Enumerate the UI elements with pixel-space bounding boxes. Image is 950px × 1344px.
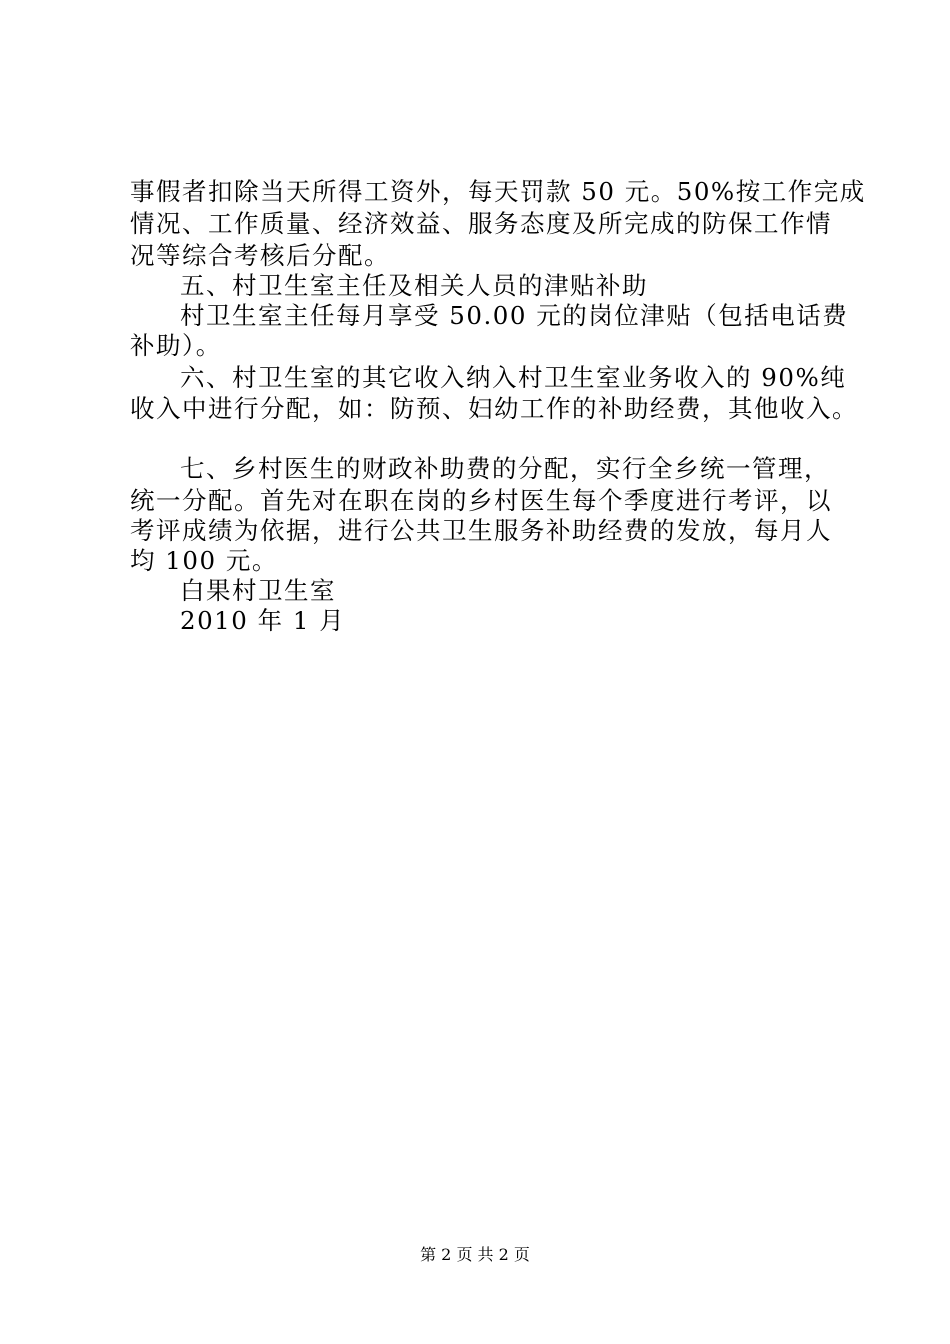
body-line: 统一分配。首先对在职在岗的乡村医生每个季度进行考评，以 (130, 486, 832, 515)
body-line: 收入中进行分配，如：防预、妇幼工作的补助经费，其他收入。 (130, 394, 858, 423)
body-line: 情况、工作质量、经济效益、服务态度及所完成的防保工作情 (130, 209, 832, 238)
signature-date: 2010 年 1 月 (180, 606, 346, 635)
section-heading-5: 五、村卫生室主任及相关人员的津贴补助 (180, 271, 648, 300)
body-line: 事假者扣除当天所得工资外，每天罚款 50 元。50%按工作完成 (130, 177, 866, 206)
body-line: 况等综合考核后分配。 (130, 241, 390, 270)
body-line: 村卫生室主任每月享受 50.00 元的岗位津贴（包括电话费 (180, 301, 849, 330)
body-line: 考评成绩为依据，进行公共卫生服务补助经费的发放，每月人 (130, 516, 832, 545)
body-line: 均 100 元。 (130, 546, 278, 575)
body-line: 补助）。 (130, 331, 222, 360)
page-number-footer: 第 2 页 共 2 页 (420, 1245, 530, 1264)
signature-organization: 白果村卫生室 (180, 576, 336, 605)
section-heading-6: 六、村卫生室的其它收入纳入村卫生室业务收入的 90%纯 (180, 363, 847, 392)
section-heading-7: 七、乡村医生的财政补助费的分配，实行全乡统一管理， (180, 454, 830, 483)
